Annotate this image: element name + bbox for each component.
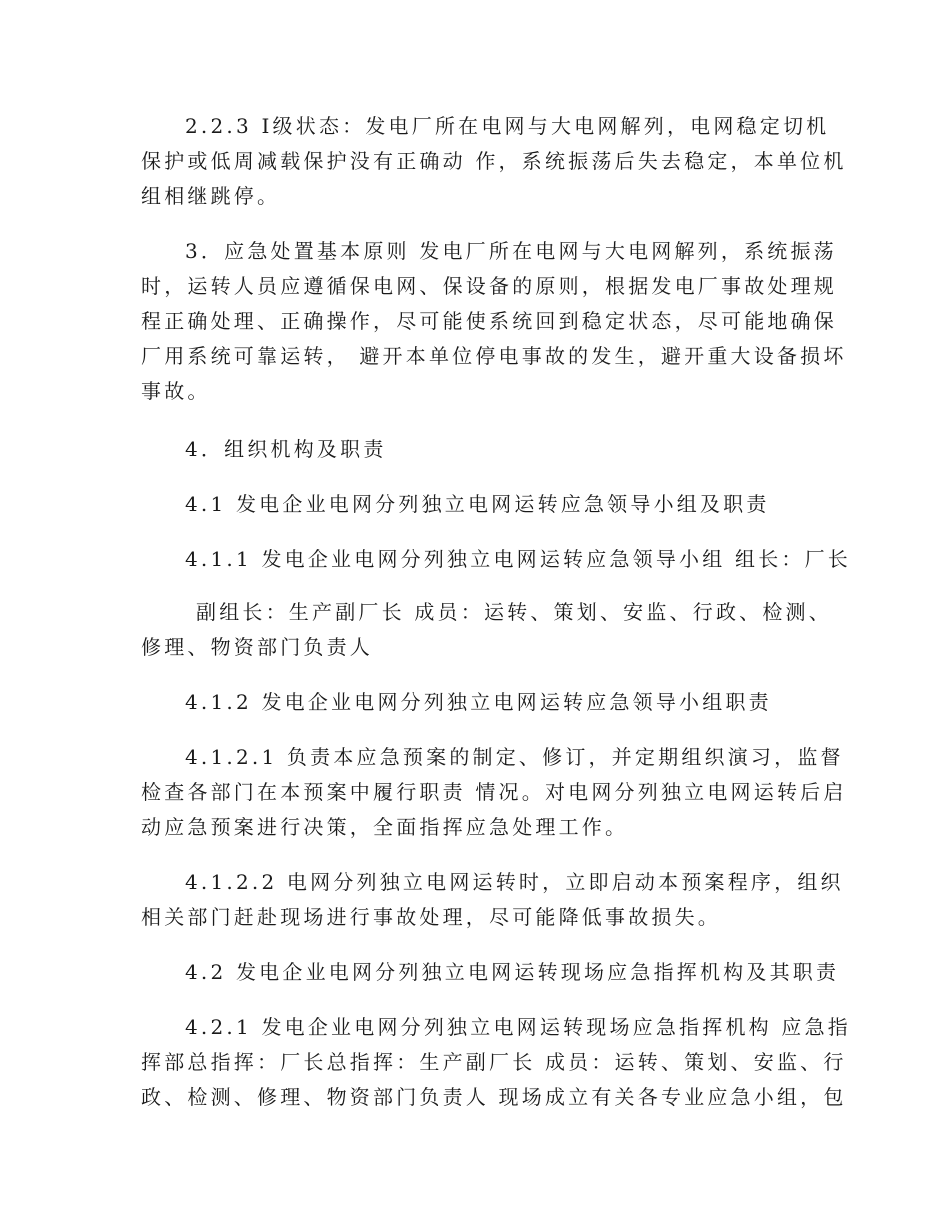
text-line-21: 4.2.1 发电企业电网分列独立电网运转现场应急指挥机构 应急指	[185, 1015, 852, 1039]
text-line-9: 4．组织机构及职责	[185, 437, 387, 461]
text-line-3: 组相继跳停。	[141, 184, 281, 208]
text-line-20: 4.2 发电企业电网分列独立电网运转现场应急指挥机构及其职责	[185, 960, 840, 984]
text-line-6: 程正确处理、正确操作，尽可能使系统回到稳定状态，尽可能地确保	[141, 309, 837, 333]
text-line-15: 4.1.2.1 负责本应急预案的制定、修订，并定期组织演习，监督	[185, 745, 844, 769]
text-line-17: 动应急预案进行决策，全面指挥应急处理工作。	[141, 815, 629, 839]
text-line-16: 检查各部门在本预案中履行职责 情况。对电网分列独立电网运转后启	[141, 780, 847, 804]
text-line-4: 3．应急处置基本原则 发电厂所在电网与大电网解列，系统振荡	[185, 239, 837, 263]
text-line-7: 厂用系统可靠运转， 避开本单位停电事故的发生，避开重大设备损坏	[141, 344, 847, 368]
text-line-2: 保护或低周减载保护没有正确动 作，系统振荡后失去稳定，本单位机	[141, 149, 847, 173]
text-line-11: 4.1.1 发电企业电网分列独立电网运转应急领导小组 组长：厂长	[185, 547, 852, 571]
text-line-18: 4.1.2.2 电网分列独立电网运转时，立即启动本预案程序，组织	[185, 870, 844, 894]
text-line-5: 时，运转人员应遵循保电网、保设备的原则，根据发电厂事故处理规	[141, 274, 837, 298]
text-line-1: 2.2.3 Ⅰ级状态：发电厂所在电网与大电网解列，电网稳定切机	[185, 114, 830, 138]
text-line-12: 副组长：生产副厂长 成员：运转、策划、安监、行政、检测、	[196, 600, 832, 624]
text-line-13: 修理、物资部门负责人	[141, 635, 373, 659]
text-line-14: 4.1.2 发电企业电网分列独立电网运转应急领导小组职责	[185, 690, 772, 714]
text-line-23: 政、检测、修理、物资部门负责人 现场成立有关各专业应急小组，包	[141, 1085, 847, 1109]
text-line-19: 相关部门赶赴现场进行事故处理，尽可能降低事故损失。	[141, 905, 721, 929]
text-line-8: 事故。	[141, 379, 211, 403]
text-line-10: 4.1 发电企业电网分列独立电网运转应急领导小组及职责	[185, 492, 770, 516]
text-line-22: 挥部总指挥：厂长总指挥：生产副厂长 成员：运转、策划、安监、行	[141, 1050, 847, 1074]
